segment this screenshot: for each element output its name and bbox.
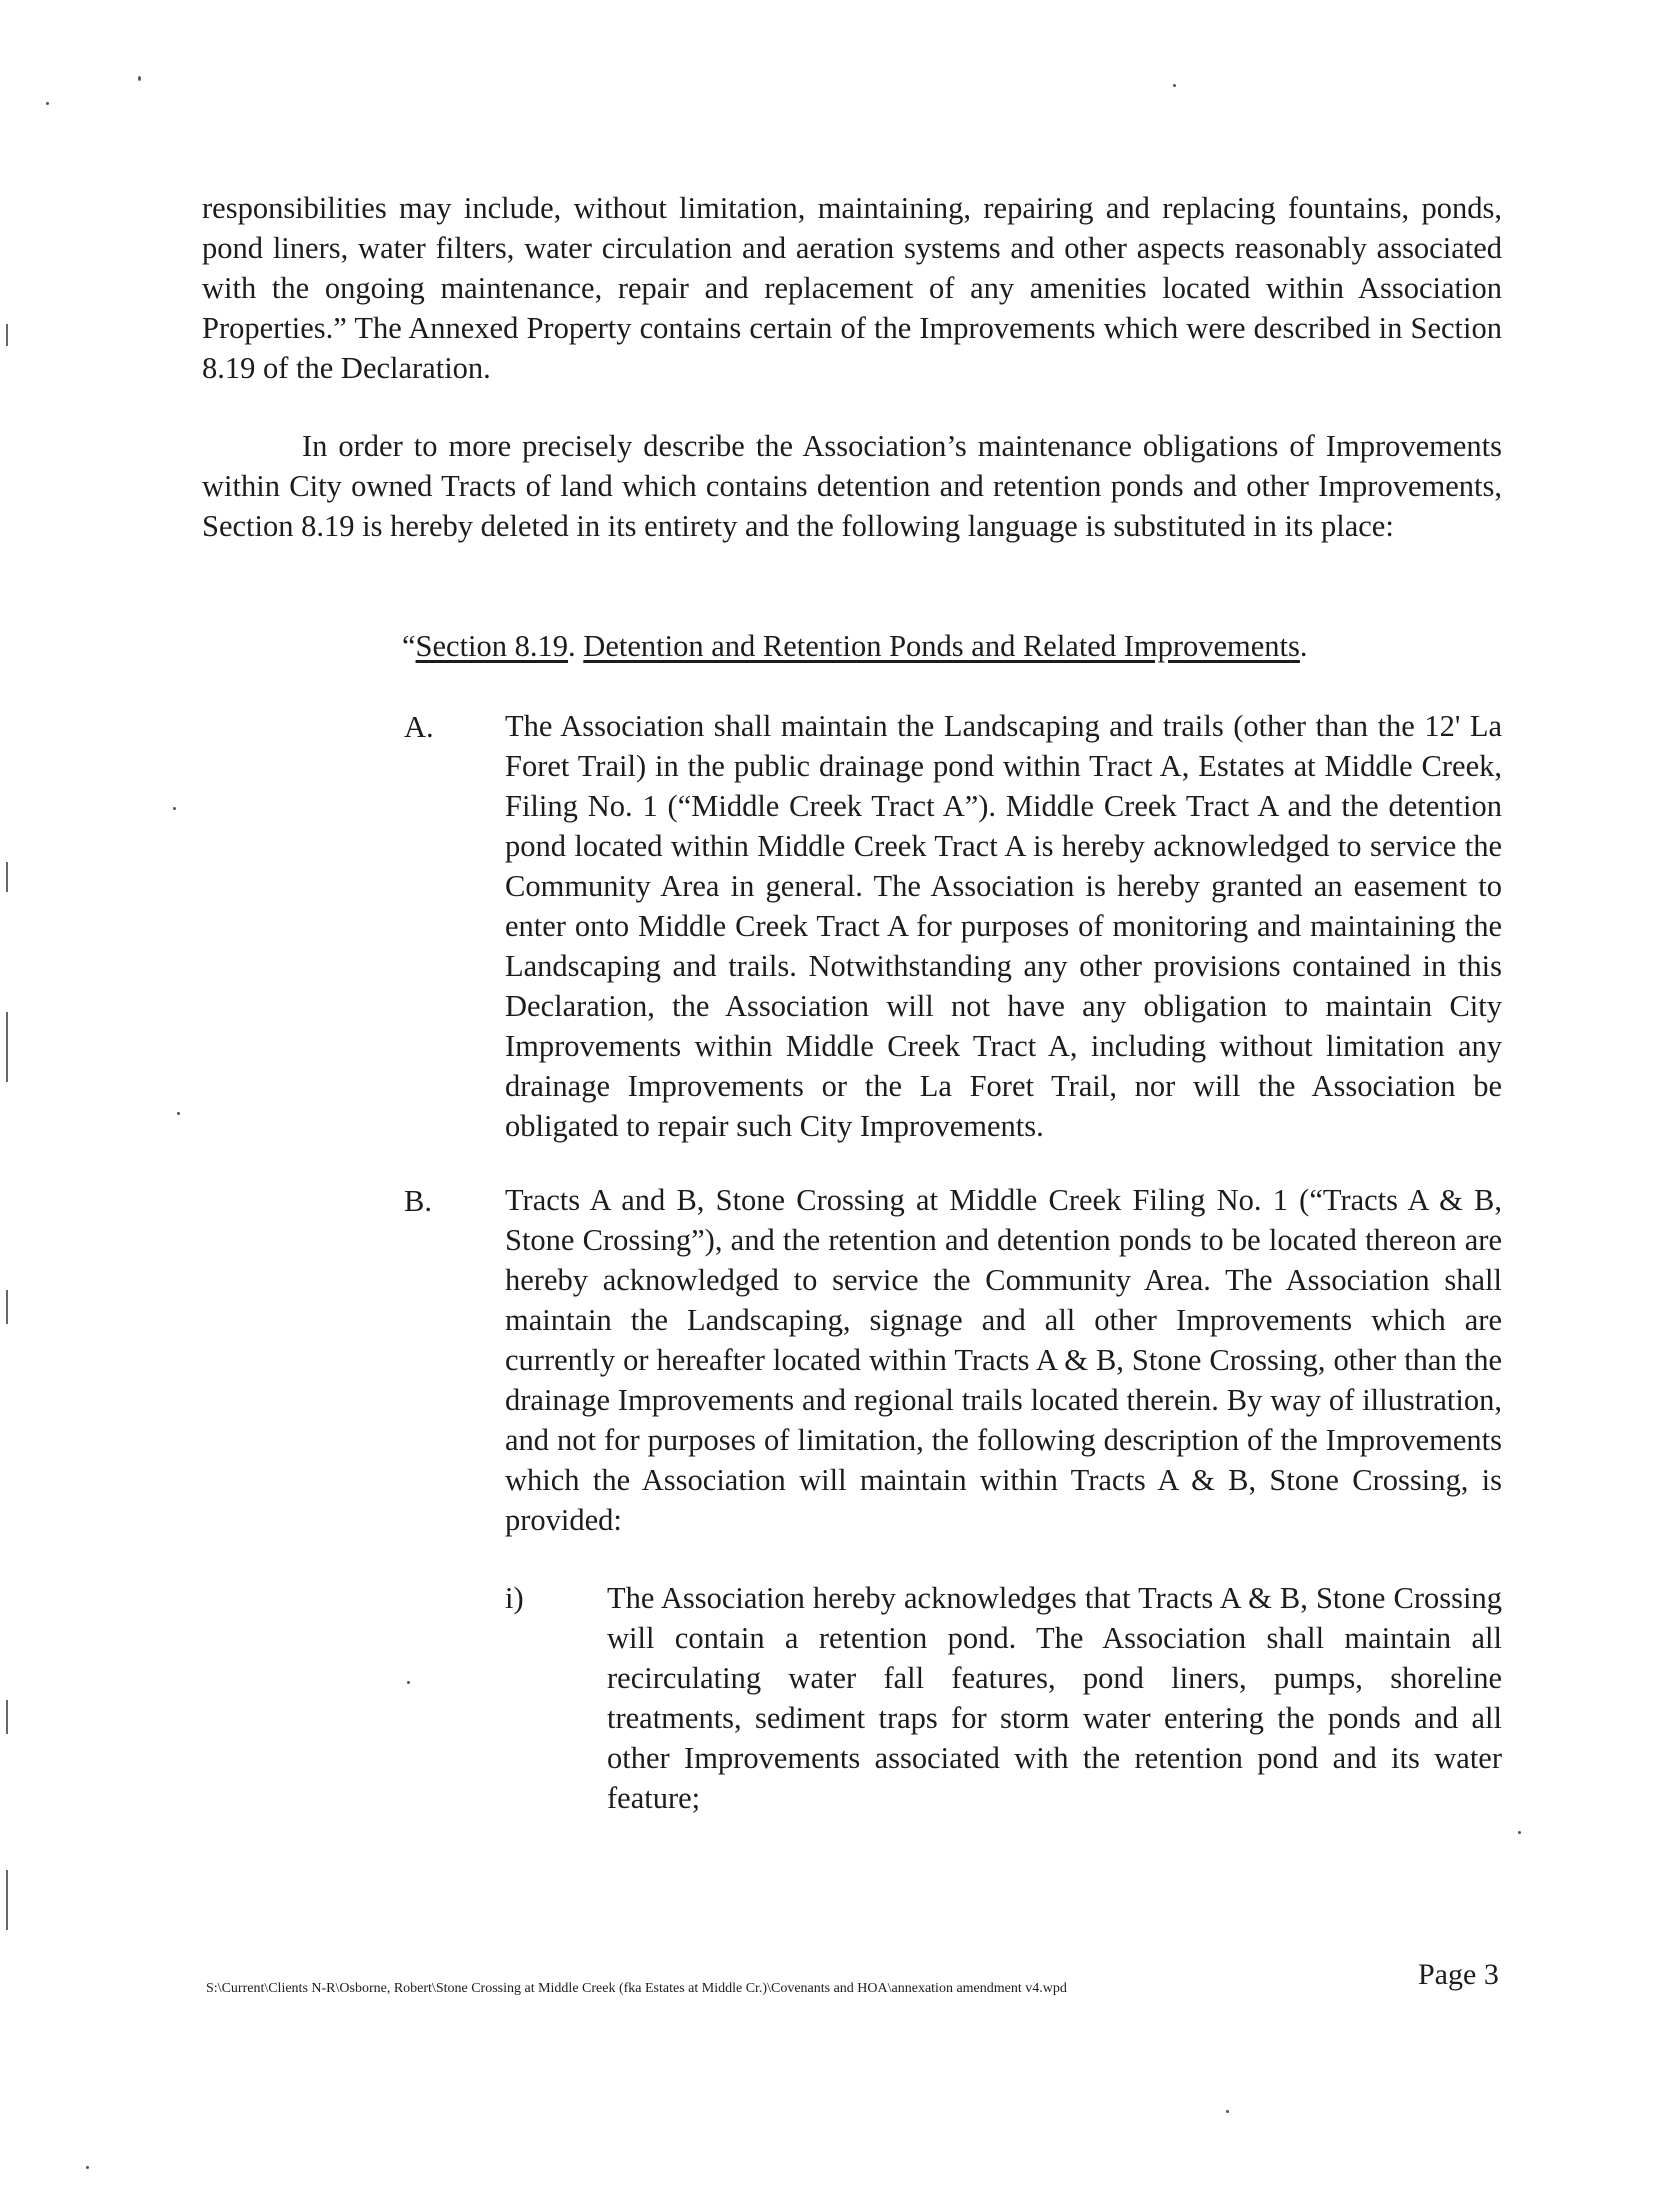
scan-speck [46, 102, 49, 105]
subitem-label-i: i) [505, 1581, 524, 1615]
paragraph-amendment-intro: In order to more precisely describe the Association’s maintenance obligations of Improvements within City owned Tracts of land which contains detention and retention ponds and other Improvements, Section 8.19 is hereby deleted in its entirety and the following language is substituted in its place: [202, 429, 1502, 543]
scan-speck [138, 76, 141, 81]
item-text-b: Tracts A and B, Stone Crossing at Middle Creek Filing No. 1 (“Tracts A & B, Stone Crossing”), and the retention and detention ponds to be located thereon are hereby acknowledged to service the Community Area. The Association shall maintain the Landscaping, signage and all other Improvements which are currently or hereafter located within Tracts A & B, Stone Crossing, other than the drainage Improvements and regional trails located therein. By way of illustration, and not for purposes of limitation, the following description of the Improvements which the Association will maintain within Tracts A & B, Stone Crossing, is provided: [505, 1183, 1502, 1537]
footer-page-number: Page 3 [1418, 1958, 1499, 1991]
scan-edge-mark [6, 1290, 8, 1324]
scan-edge-mark [6, 324, 8, 346]
subitem-text-i: The Association hereby acknowledges that Tracts A & B, Stone Crossing will contain a retention pond. The Association shall maintain all recirculating water fall features, pond liners, pumps, shoreline treatments, sediment traps for storm water entering the ponds and all other Improvements associated with the retention pond and its water feature; [607, 1581, 1502, 1815]
item-text-a: The Association shall maintain the Landscaping and trails (other than the 12' La Foret Trail) in the public drainage pond within Tract A, Estates at Middle Creek, Filing No. 1 (“Middle Creek Tract A”). Middle Creek Tract A and the detention pond located within Middle Creek Tract A is hereby acknowledged to service the Community Area in general. The Association is hereby granted an easement to enter onto Middle Creek Tract A for purposes of monitoring and maintaining the Landscaping and trails. Notwithstanding any other provisions contained in this Declaration, the Association will not have any obligation to maintain City Improvements within Middle Creek Tract A, including without limitation any drainage Improvements or the La Foret Trail, nor will the Association be obligated to repair such City Improvements. [505, 709, 1502, 1143]
heading-separator: . [568, 629, 584, 663]
scan-edge-mark [6, 1700, 8, 1734]
scan-speck [173, 807, 176, 810]
scan-edge-mark [6, 1870, 8, 1930]
scan-edge-mark [6, 862, 8, 892]
paragraph-continuation: responsibilities may include, without limitation, maintaining, repairing and replacing fountains, ponds, pond liners, water filters, water circulation and aeration systems and other aspects reasonably associated with the ongoing maintenance, repair and replacement of any amenities located within Association Properties.” The Annexed Property contains certain of the Improvements which were described in Section 8.19 of the Declaration. [202, 191, 1502, 385]
scan-edge-mark [6, 1012, 8, 1082]
scan-speck [86, 2166, 89, 2169]
scan-speck [177, 1112, 180, 1115]
item-label-a: A. [404, 710, 434, 744]
heading-open-quote: “ [402, 629, 416, 663]
scan-speck [407, 1681, 410, 1684]
scan-speck [1226, 2110, 1229, 2113]
section-heading [402, 626, 1502, 666]
heading-section-number: Section 8.19 [415, 629, 569, 663]
item-label-b: B. [404, 1184, 432, 1218]
heading-section-title: Detention and Retention Ponds and Related Improvements [583, 629, 1300, 663]
heading-end: . [1299, 629, 1308, 663]
scan-speck [1173, 84, 1176, 87]
footer-file-path: S:\Current\Clients N-R\Osborne, Robert\Stone Crossing at Middle Creek (fka Estates at Middle Cr.)\Covenants and HOA\annexation amendment v4.wpd [206, 1981, 1067, 1996]
scan-speck [1518, 1831, 1521, 1834]
